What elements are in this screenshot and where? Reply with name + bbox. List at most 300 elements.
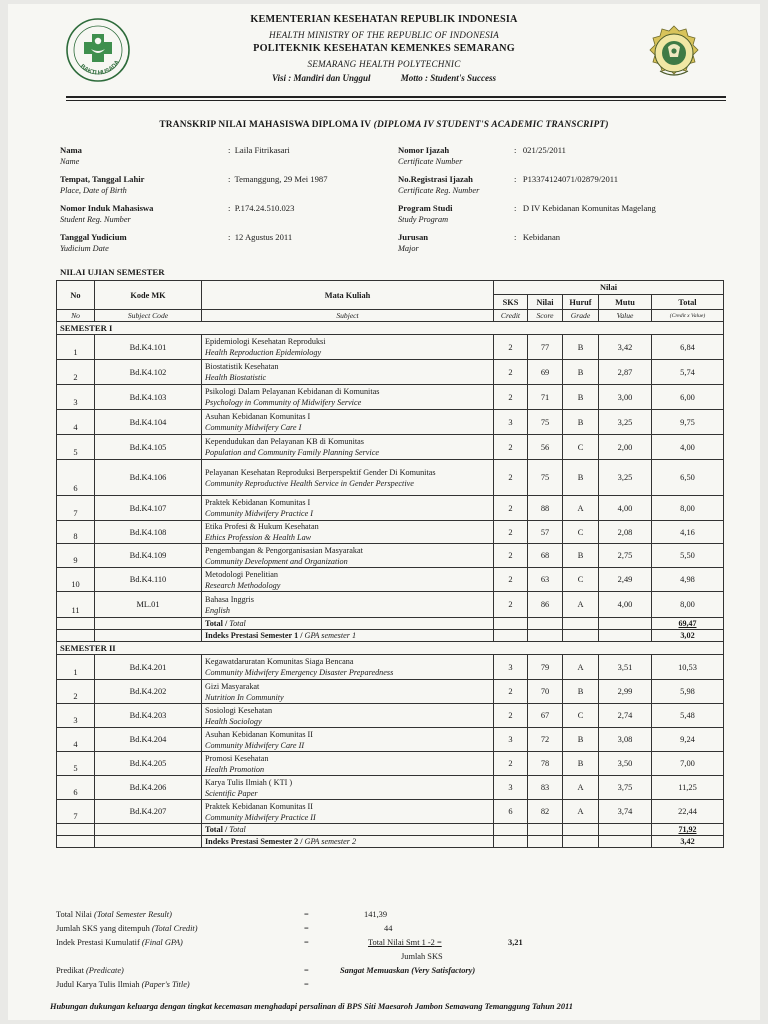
col-nilai-group: Nilai (494, 281, 724, 295)
course-row (57, 752, 724, 776)
course-value: 3,25 (599, 460, 652, 496)
course-row (57, 496, 724, 521)
value-name: : Laila Fitrikasari (228, 145, 290, 155)
course-credit: 2 (494, 704, 528, 728)
course-value: 4,00 (599, 496, 652, 521)
course-value: 3,25 (599, 410, 652, 435)
semester-total-row (57, 618, 724, 630)
grades-body (57, 322, 724, 848)
semester-gpa-value: 3,02 (652, 630, 724, 642)
semester-total-value: 69,47 (652, 618, 724, 630)
course-title-en: Psychology in Community of Midwifery Service (205, 398, 362, 407)
course-total: 6,84 (652, 335, 724, 360)
course-row (57, 410, 724, 435)
course-credit: 2 (494, 496, 528, 521)
empty-cell (95, 618, 202, 630)
course-grade: C (563, 435, 599, 460)
course-subject (202, 460, 494, 496)
course-number: 1 (57, 655, 95, 680)
summary-predicate-value: Sangat Memuaskan (Very Satisfactory) (340, 966, 476, 975)
course-score: 63 (528, 568, 563, 592)
empty-cell (57, 824, 95, 836)
course-row (57, 800, 724, 824)
title-english: (DIPLOMA IV STUDENT'S ACADEMIC TRANSCRIPT) (373, 120, 609, 130)
course-credit: 2 (494, 592, 528, 618)
course-credit: 2 (494, 360, 528, 385)
course-number: 2 (57, 360, 95, 385)
course-credit: 2 (494, 385, 528, 410)
course-grade: C (563, 568, 599, 592)
course-title-en: Health Biostatistic (205, 373, 267, 382)
course-total: 5,74 (652, 360, 724, 385)
course-value: 3,74 (599, 800, 652, 824)
course-credit: 2 (494, 460, 528, 496)
course-row (57, 568, 724, 592)
course-number: 3 (57, 704, 95, 728)
course-code: Bd.K4.201 (95, 655, 202, 680)
course-code: Bd.K4.102 (95, 360, 202, 385)
course-title-en: Community Development and Organization (205, 556, 348, 566)
course-grade: C (563, 704, 599, 728)
course-title-id: Metodologi Penelitian (205, 569, 278, 579)
summary-credit-row (56, 922, 736, 936)
course-score: 56 (528, 435, 563, 460)
course-grade: A (563, 496, 599, 521)
course-total: 6,00 (652, 385, 724, 410)
course-score: 82 (528, 800, 563, 824)
course-title-id: Promosi Kesehatan (205, 753, 269, 763)
label-certificate-reg: No.Registrasi Ijazah Certificate Reg. Number (398, 174, 480, 195)
semester-gpa-row (57, 836, 724, 848)
course-row (57, 680, 724, 704)
summary-credit-value: 44 (384, 924, 393, 933)
course-credit: 2 (494, 521, 528, 544)
course-value: 3,50 (599, 752, 652, 776)
col-total: Total (652, 295, 724, 310)
course-value: 3,51 (599, 655, 652, 680)
course-title-en: Nutrition In Community (205, 692, 284, 702)
course-subject (202, 385, 494, 410)
course-score: 67 (528, 704, 563, 728)
empty-cell (563, 824, 599, 836)
course-row (57, 728, 724, 752)
course-credit: 3 (494, 655, 528, 680)
empty-cell (95, 836, 202, 848)
course-grade: C (563, 521, 599, 544)
equals-sign: = (304, 938, 309, 947)
course-code: Bd.K4.204 (95, 728, 202, 752)
course-value: 3,42 (599, 335, 652, 360)
equals-sign: = (304, 980, 309, 989)
course-subject (202, 335, 494, 360)
summary-gpa-label: Indek Prestasi Kumulatif (Final GPA) (56, 938, 183, 947)
semester-gpa-row (57, 630, 724, 642)
course-row (57, 704, 724, 728)
value-certificate-reg: : P13374124071/02879/2011 (514, 174, 619, 184)
empty-cell (57, 618, 95, 630)
value-study-program: : D IV Kebidanan Komunitas Magelang (514, 203, 656, 213)
course-title-id: Etika Profesi & Hukum Kesehatan (205, 522, 319, 531)
course-value: 4,00 (599, 592, 652, 618)
summary-thesis-label: Judul Karya Tulis Ilmiah (Paper's Title) (56, 980, 190, 989)
empty-cell (528, 618, 563, 630)
course-grade: B (563, 460, 599, 496)
course-value: 2,74 (599, 704, 652, 728)
vision-text: Visi : Mandiri dan Unggul (271, 73, 371, 84)
course-number: 9 (57, 544, 95, 568)
equals-sign: = (304, 910, 309, 919)
course-subject (202, 592, 494, 618)
summary-gpa-value: 3,21 (508, 938, 523, 947)
course-code: Bd.K4.107 (95, 496, 202, 521)
course-title-en: Community Midwifery Practice II (205, 812, 316, 822)
course-row (57, 385, 724, 410)
course-title-en: Research Methodology (205, 580, 281, 590)
course-score: 77 (528, 335, 563, 360)
course-code: Bd.K4.205 (95, 752, 202, 776)
course-title-en: Health Sociology (205, 716, 262, 726)
empty-cell (494, 630, 528, 642)
gpa-label-en: GPA semester 2 (304, 837, 357, 846)
col-value: Mutu (599, 295, 652, 310)
course-total: 11,25 (652, 776, 724, 800)
course-row (57, 521, 724, 544)
course-total: 10,53 (652, 655, 724, 680)
course-score: 57 (528, 521, 563, 544)
col-grade-en: Grade (563, 310, 599, 322)
course-score: 75 (528, 460, 563, 496)
value-major: : Kebidanan (514, 232, 561, 242)
semester-total-row (57, 824, 724, 836)
course-score: 68 (528, 544, 563, 568)
course-number: 3 (57, 385, 95, 410)
course-title-id: Psikologi Dalam Pelayanan Kebidanan di Komunitas (205, 387, 380, 396)
course-value: 3,00 (599, 385, 652, 410)
course-value: 2,49 (599, 568, 652, 592)
summary-gpa-row (56, 936, 736, 950)
course-subject (202, 568, 494, 592)
course-grade: B (563, 385, 599, 410)
course-title-en: Population and Community Family Planning Service (205, 448, 379, 457)
course-subject (202, 728, 494, 752)
gpa-formula-denominator: Jumlah SKS (401, 952, 443, 961)
course-subject (202, 776, 494, 800)
thesis-title: Hubungan dukungan keluarga dengan tingkat kecemasan menghadapi persalinan di BPS Siti Maesaroh Jambon Semawang Temanggung Tahun 2011 (50, 1002, 573, 1011)
summary-gpa-denominator-row (56, 950, 736, 964)
empty-cell (494, 836, 528, 848)
course-number: 1 (57, 335, 95, 360)
col-sks: SKS (494, 295, 528, 310)
course-score: 88 (528, 496, 563, 521)
course-score: 78 (528, 752, 563, 776)
polytechnic-name-id: POLITEKNIK KESEHATAN KEMENKES SEMARANG (253, 43, 515, 55)
course-number: 7 (57, 496, 95, 521)
course-title-id: Kependudukan dan Pelayanan KB di Komunitas (205, 437, 364, 446)
empty-cell (563, 630, 599, 642)
course-subject (202, 544, 494, 568)
empty-cell (599, 618, 652, 630)
summary-total-value: 141,39 (364, 910, 388, 919)
empty-cell (528, 836, 563, 848)
header-row-english (57, 310, 724, 322)
course-number: 5 (57, 752, 95, 776)
course-title-id: Gizi Masyarakat (205, 681, 260, 691)
col-no: No (57, 281, 95, 310)
course-total: 6,50 (652, 460, 724, 496)
course-score: 72 (528, 728, 563, 752)
col-no-en: No (57, 310, 95, 322)
polytechnic-name-en: SEMARANG HEALTH POLYTECHNIC (307, 58, 461, 69)
course-row (57, 655, 724, 680)
semester-gpa-label: Indeks Prestasi Semester 1 / GPA semester 1 (202, 630, 494, 642)
empty-cell (95, 824, 202, 836)
course-total: 22,44 (652, 800, 724, 824)
course-row (57, 435, 724, 460)
svg-text:BAKTI HUSADA: BAKTI HUSADA (78, 59, 121, 77)
label-student-number: Nomor Induk Mahasiswa Student Reg. Number (60, 203, 154, 224)
course-total: 8,00 (652, 496, 724, 521)
semester-total-label: Total / Total (202, 618, 494, 630)
semester-gpa-value: 3,42 (652, 836, 724, 848)
course-title-id: Sosiologi Kesehatan (205, 705, 273, 715)
course-title-id: Bahasa Inggris (205, 594, 254, 604)
empty-cell (494, 618, 528, 630)
course-grade: A (563, 655, 599, 680)
course-title-en: Scientific Paper (205, 788, 258, 798)
course-total: 8,00 (652, 592, 724, 618)
course-subject (202, 704, 494, 728)
course-number: 8 (57, 521, 95, 544)
course-value: 2,08 (599, 521, 652, 544)
letterhead-rule-thick (66, 96, 726, 98)
empty-cell (528, 824, 563, 836)
course-score: 79 (528, 655, 563, 680)
course-number: 4 (57, 728, 95, 752)
course-subject (202, 496, 494, 521)
course-title-en: Community Midwifery Practice I (205, 509, 314, 518)
course-row (57, 592, 724, 618)
letterhead-rule-thin (66, 100, 726, 101)
course-subject (202, 435, 494, 460)
ministry-name-en: HEALTH MINISTRY OF THE REPUBLIC OF INDONESIA (269, 29, 499, 40)
col-score-en: Score (528, 310, 563, 322)
summary-thesis-row (56, 978, 736, 992)
course-grade: A (563, 776, 599, 800)
col-score: Nilai (528, 295, 563, 310)
course-title-en: Ethics Profession & Health Law (205, 533, 312, 542)
empty-cell (599, 836, 652, 848)
summary-total-row (56, 908, 736, 922)
empty-cell (95, 630, 202, 642)
col-code: Kode MK (95, 281, 202, 310)
course-number: 6 (57, 776, 95, 800)
course-row (57, 776, 724, 800)
course-subject (202, 655, 494, 680)
semester-heading-row (57, 642, 724, 655)
course-code: Bd.K4.109 (95, 544, 202, 568)
course-title-en: Health Promotion (205, 764, 265, 774)
course-score: 83 (528, 776, 563, 800)
course-number: 7 (57, 800, 95, 824)
summary-credit-label: Jumlah SKS yang ditempuh (Total Credit) (56, 924, 198, 933)
empty-cell (528, 630, 563, 642)
course-value: 3,75 (599, 776, 652, 800)
course-score: 70 (528, 680, 563, 704)
course-code: Bd.K4.101 (95, 335, 202, 360)
course-title-id: Praktek Kebidanan Komunitas I (205, 498, 311, 507)
course-code: Bd.K4.202 (95, 680, 202, 704)
course-code: Bd.K4.103 (95, 385, 202, 410)
total-label-en: Total (229, 825, 246, 834)
course-total: 5,50 (652, 544, 724, 568)
course-code: Bd.K4.206 (95, 776, 202, 800)
course-title-en: Community Midwifery Care II (205, 740, 305, 750)
course-credit: 2 (494, 335, 528, 360)
course-value: 2,00 (599, 435, 652, 460)
course-total: 7,00 (652, 752, 724, 776)
course-credit: 3 (494, 776, 528, 800)
semester-heading: SEMESTER II (57, 642, 724, 655)
gpa-formula-numerator: Total Nilai Smt 1 -2 = (368, 938, 442, 947)
label-study-program: Program Studi Study Program (398, 203, 453, 224)
course-score: 75 (528, 410, 563, 435)
label-major: Jurusan Major (398, 232, 429, 253)
course-grade: A (563, 800, 599, 824)
col-value-en: Value (599, 310, 652, 322)
course-number: 5 (57, 435, 95, 460)
summary-total-label: Total Nilai (Total Semester Result) (56, 910, 172, 919)
course-total: 5,48 (652, 704, 724, 728)
col-subject-en: Subject (202, 310, 494, 322)
course-credit: 2 (494, 544, 528, 568)
gpa-label-en: GPA semester 1 (304, 631, 357, 640)
course-score: 71 (528, 385, 563, 410)
semester-heading-row (57, 322, 724, 335)
empty-cell (563, 618, 599, 630)
course-title-id: Praktek Kebidanan Komunitas II (205, 801, 314, 811)
summary-block (56, 908, 736, 992)
course-title-id: Pengembangan & Pengorganisasian Masyarakat (205, 545, 363, 555)
course-title-id: Epidemiologi Kesehatan Reproduksi (205, 337, 326, 346)
course-code: Bd.K4.106 (95, 460, 202, 496)
semester-total-value: 71,92 (652, 824, 724, 836)
motto-text: Motto : Student's Success (400, 73, 497, 84)
empty-cell (599, 630, 652, 642)
course-credit: 3 (494, 728, 528, 752)
course-title-id: Pelayanan Kesehatan Reproduksi Berperspektif Gender Di Komunitas (205, 467, 436, 477)
total-label-id: Total (205, 825, 223, 834)
course-title-id: Karya Tulis Ilmiah ( KTI ) (205, 777, 293, 787)
course-number: 4 (57, 410, 95, 435)
course-subject (202, 680, 494, 704)
semester-total-label: Total / Total (202, 824, 494, 836)
summary-predicate-label: Predikat (Predicate) (56, 966, 124, 975)
course-title-en: Community Reproductive Health Service in Gender Perspective (205, 478, 414, 488)
course-score: 86 (528, 592, 563, 618)
total-label-en: Total (229, 619, 246, 628)
course-grade: B (563, 728, 599, 752)
course-grade: B (563, 410, 599, 435)
course-title-id: Kegawatdaruratan Komunitas Siaga Bencana (205, 657, 354, 666)
course-code: Bd.K4.203 (95, 704, 202, 728)
total-label-id: Total (205, 619, 223, 628)
document-title (8, 120, 760, 130)
course-code: Bd.K4.108 (95, 521, 202, 544)
label-name: Nama Name (60, 145, 82, 166)
course-score: 69 (528, 360, 563, 385)
course-subject (202, 800, 494, 824)
course-total: 4,98 (652, 568, 724, 592)
course-code: Bd.K4.110 (95, 568, 202, 592)
equals-sign: = (304, 966, 309, 975)
course-row (57, 360, 724, 385)
course-subject (202, 752, 494, 776)
course-credit: 2 (494, 435, 528, 460)
course-code: Bd.K4.104 (95, 410, 202, 435)
course-credit: 2 (494, 752, 528, 776)
gpa-label-id: Indeks Prestasi Semester 2 (205, 837, 299, 846)
semester-gpa-label: Indeks Prestasi Semester 2 / GPA semester 2 (202, 836, 494, 848)
value-yudicium: : 12 Agustus 2011 (228, 232, 293, 242)
gpa-label-id: Indeks Prestasi Semester 1 (205, 631, 299, 640)
course-total: 9,24 (652, 728, 724, 752)
course-total: 4,16 (652, 521, 724, 544)
course-grade: A (563, 592, 599, 618)
value-birth: : Temanggung, 29 Mei 1987 (228, 174, 328, 184)
course-number: 11 (57, 592, 95, 618)
empty-cell (57, 836, 95, 848)
section-title: NILAI UJIAN SEMESTER (60, 267, 165, 277)
course-credit: 2 (494, 568, 528, 592)
header-row-top (57, 281, 724, 295)
course-credit: 6 (494, 800, 528, 824)
course-title-en: Community Midwifery Emergency Disaster Preparedness (205, 668, 394, 677)
course-subject (202, 410, 494, 435)
course-credit: 2 (494, 680, 528, 704)
ministry-name-id: KEMENTERIAN KESEHATAN REPUBLIK INDONESIA (250, 14, 518, 25)
col-subject: Mata Kuliah (202, 281, 494, 310)
course-title-en: English (205, 605, 231, 615)
course-grade: B (563, 680, 599, 704)
col-credit-en: Credit (494, 310, 528, 322)
grades-table (56, 280, 724, 848)
equals-sign: = (304, 924, 309, 933)
course-total: 4,00 (652, 435, 724, 460)
course-title-id: Biostatistik Kesehatan (205, 362, 279, 371)
value-certificate-number: : 021/25/2011 (514, 145, 566, 155)
course-row (57, 335, 724, 360)
empty-cell (599, 824, 652, 836)
course-value: 3,08 (599, 728, 652, 752)
course-row (57, 460, 724, 496)
course-grade: B (563, 544, 599, 568)
empty-cell (57, 630, 95, 642)
letterhead (8, 13, 760, 86)
col-grade: Huruf (563, 295, 599, 310)
transcript-page (8, 4, 760, 1020)
label-yudicium: Tanggal Yudicium Yudicium Date (60, 232, 127, 253)
course-subject (202, 360, 494, 385)
course-title-id: Asuhan Kebidanan Komunitas II (205, 729, 314, 739)
course-code: ML.01 (95, 592, 202, 618)
semester-heading: SEMESTER I (57, 322, 724, 335)
course-grade: B (563, 335, 599, 360)
empty-cell (494, 824, 528, 836)
title-main: TRANSKRIP NILAI MAHASISWA DIPLOMA IV (159, 120, 372, 130)
course-title-id: Asuhan Kebidanan Komunitas I (205, 412, 311, 421)
course-title-en: Health Reproduction Epidemiology (205, 348, 322, 357)
course-grade: B (563, 752, 599, 776)
